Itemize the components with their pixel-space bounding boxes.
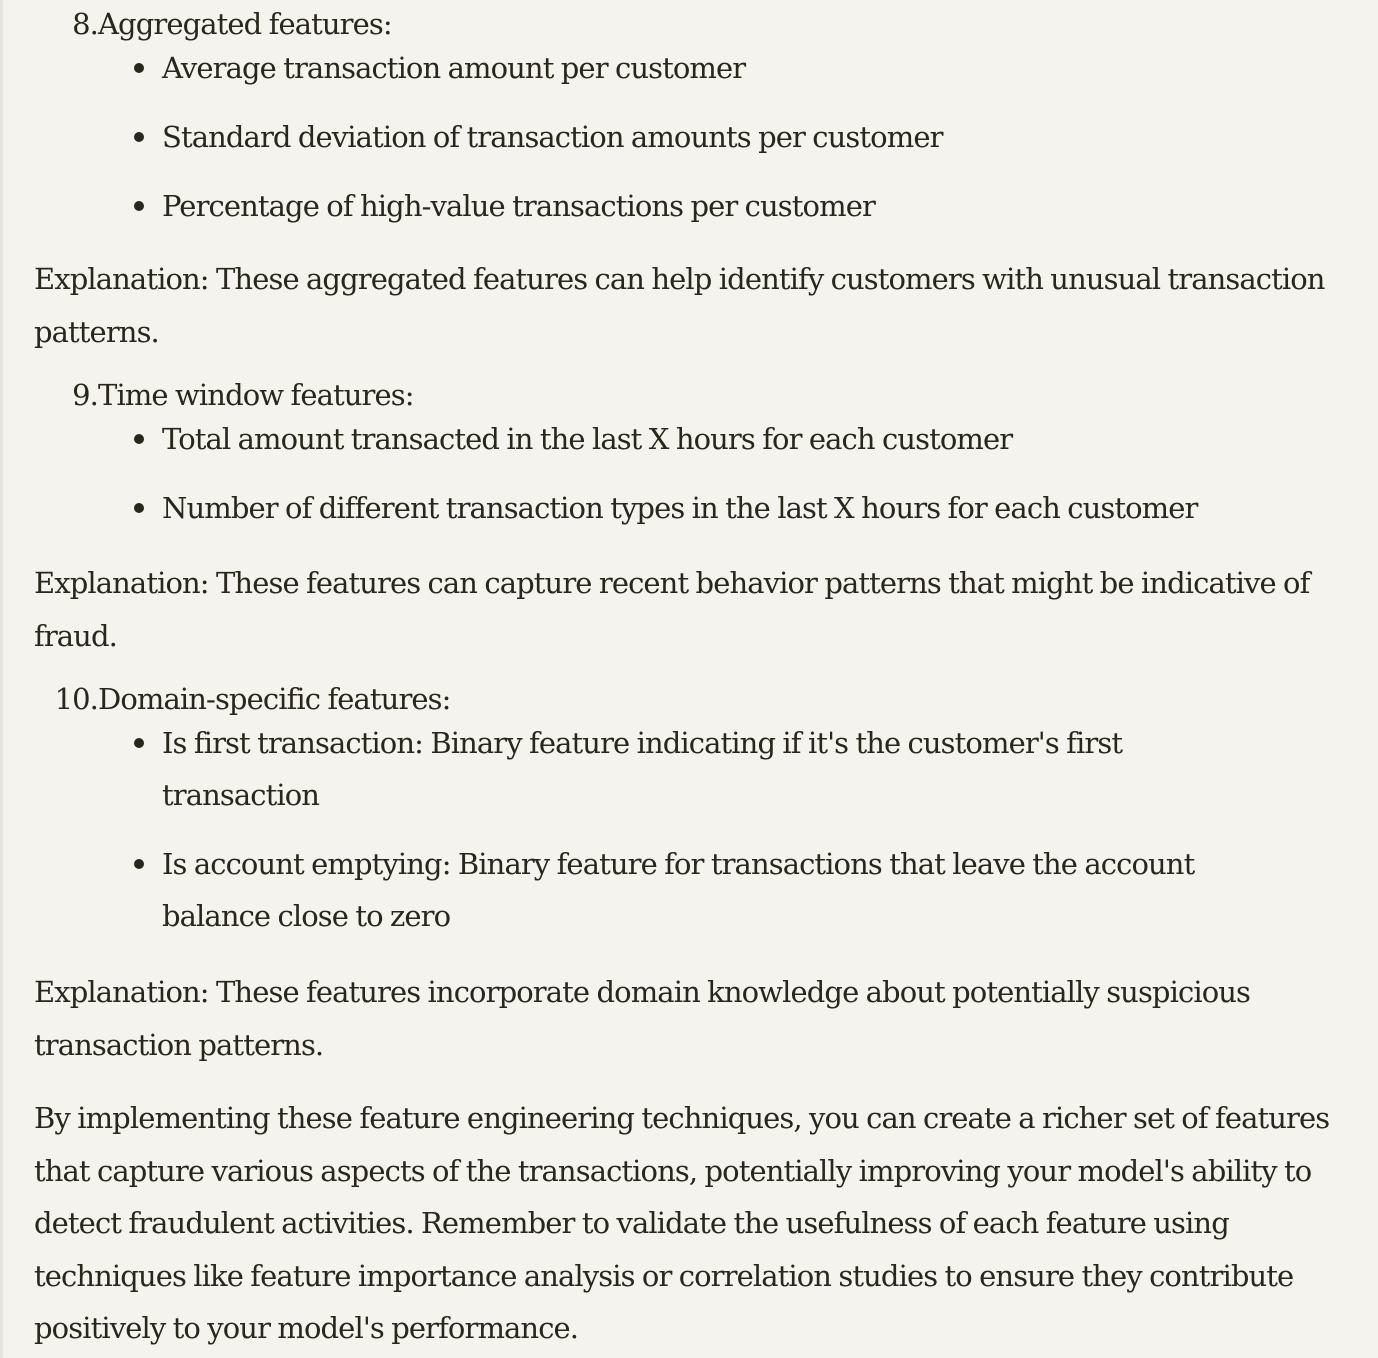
list-item-text: Average transaction amount per customer: [162, 51, 746, 85]
item-title: Domain-specific features:: [98, 682, 451, 716]
list-item: [34, 717, 1264, 821]
list-item-text: Percentage of high-value transactions per customer: [162, 189, 875, 223]
explanation-block: [34, 253, 1354, 358]
conclusion-block: [34, 1092, 1354, 1355]
bullet-icon: [134, 859, 144, 869]
list-item: [34, 413, 1354, 465]
bullet-icon: [134, 503, 144, 513]
explanation-block: [34, 557, 1354, 662]
item-number: 10.: [54, 682, 98, 716]
section-aggregated-features: [34, 0, 1354, 232]
item-title: Time window features:: [98, 378, 414, 412]
explanation-text: Explanation: These aggregated features can help identify customers with unusual transaction patterns.: [34, 262, 1325, 349]
explanation-block: [34, 966, 1354, 1071]
section-time-window-features: [34, 369, 1354, 534]
list-item: [34, 42, 1354, 94]
section-domain-specific-features: [34, 673, 1354, 942]
list-item-text: Total amount transacted in the last X hours for each customer: [162, 422, 1013, 456]
bullet-icon: [134, 63, 144, 73]
list-item: [34, 482, 1354, 534]
list-item-text: Is first transaction: Binary feature indicating if it's the customer's first transaction: [162, 726, 1123, 812]
list-item: [34, 838, 1264, 942]
explanation-text: Explanation: These features incorporate domain knowledge about potentially suspicious transaction patterns.: [34, 975, 1251, 1062]
bullet-list: [34, 413, 1354, 534]
bullet-list: [34, 42, 1354, 232]
item-number: 8.: [72, 7, 98, 41]
left-border: [0, 0, 3, 1358]
explanation-text: Explanation: These features can capture recent behavior patterns that might be indicative of fraud.: [34, 566, 1310, 653]
bullet-icon: [134, 738, 144, 748]
bullet-icon: [134, 434, 144, 444]
list-item-text: Standard deviation of transaction amounts per customer: [162, 120, 943, 154]
bullet-icon: [134, 201, 144, 211]
list-item-text: Is account emptying: Binary feature for transactions that leave the account balance close to zero: [162, 847, 1195, 933]
conclusion-text: By implementing these feature engineering techniques, you can create a richer set of features that capture various aspects of the transactions, potentially improving your model's ability to detect fraudulent activities. Remember to validate the usefulness of each feature using techniques like feature importance analysis or correlation studies to ensure they contribute positively to your model's performance.: [34, 1101, 1330, 1345]
bullet-icon: [134, 132, 144, 142]
list-item: [34, 180, 1354, 232]
list-item: [34, 111, 1354, 163]
item-number: 9.: [72, 378, 98, 412]
list-item-text: Number of different transaction types in the last X hours for each customer: [162, 491, 1198, 525]
item-title: Aggregated features:: [98, 7, 392, 41]
bullet-list: [34, 717, 1264, 942]
